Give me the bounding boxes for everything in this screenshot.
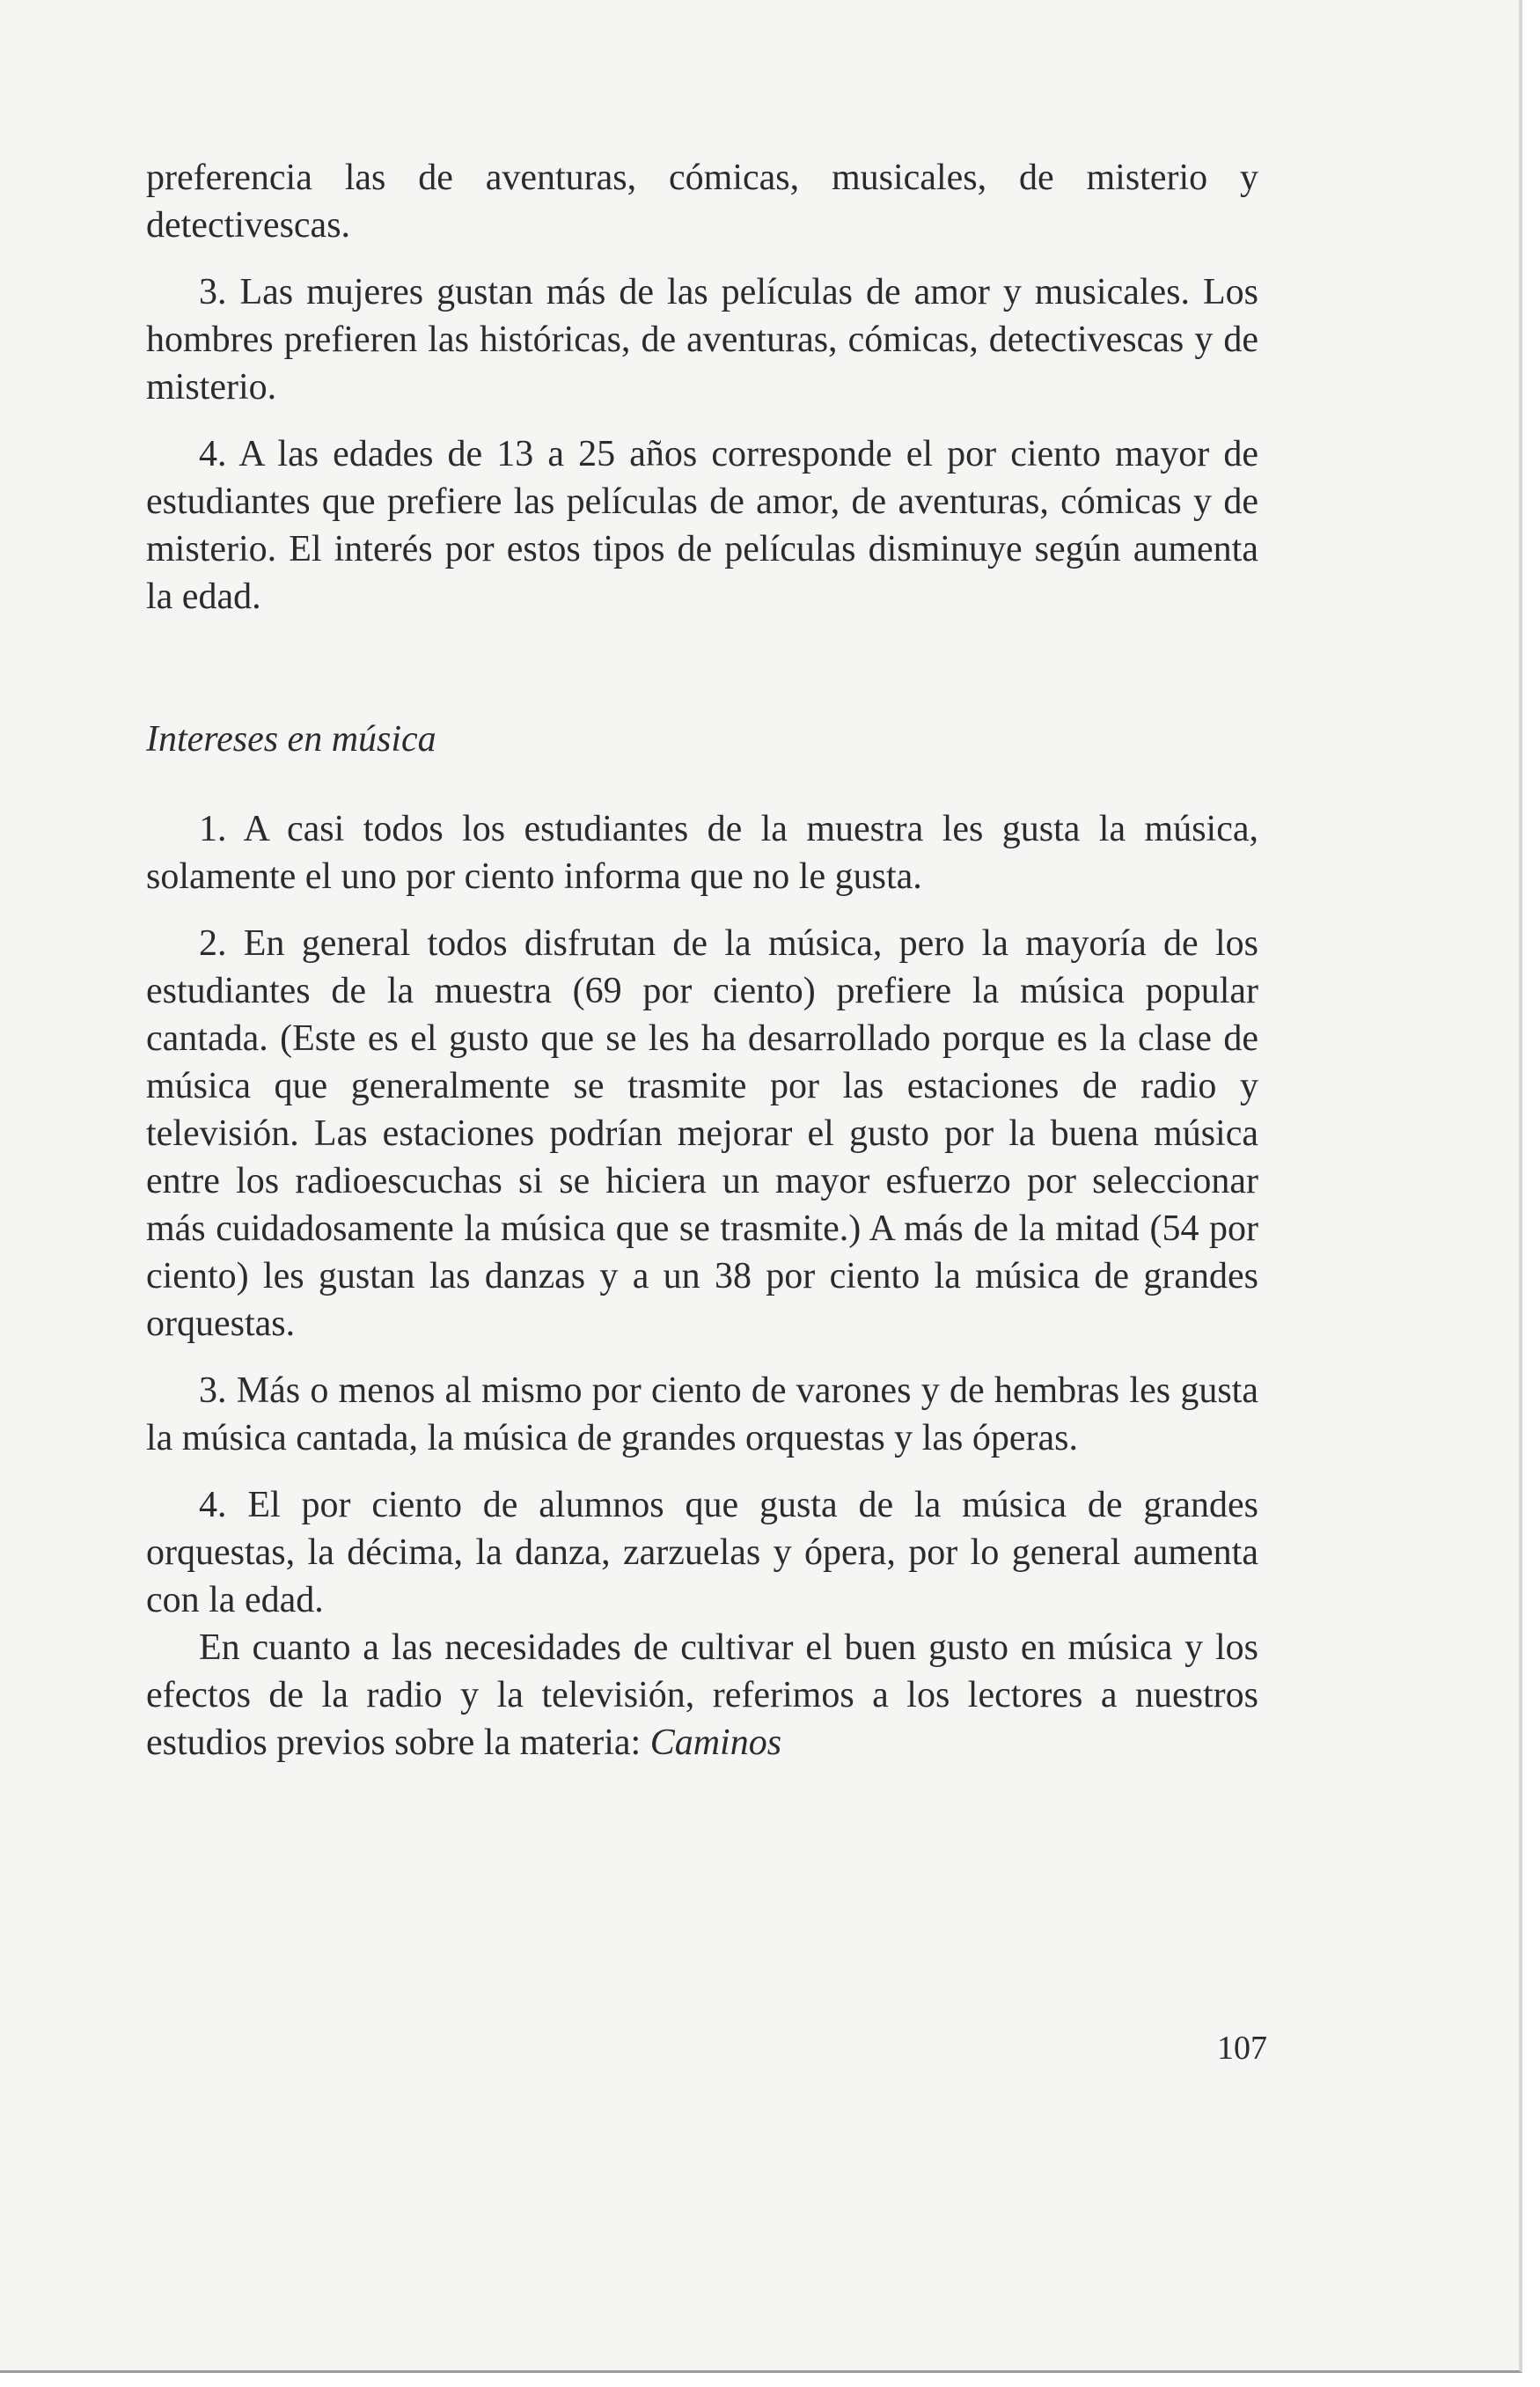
paragraph-music-item-2: 2. En general todos disfrutan de la música, pero la mayoría de los estudiantes de la muestra (69 por ciento) prefiere la música popular cantada. (Este es el gusto que se les ha desarrollado porque es la clase de música que generalmente se trasmite por las estaciones de radio y televisión. Las estaciones podrían mejorar el gusto por la buena música entre los radioescuchas si se hiciera un mayor esfuerzo por seleccionar más cuidadosamente la música que se trasmite.) A más de la mitad (54 por ciento) les gustan las danzas y a un 38 por ciento la música de grandes orquestas.: [146, 923, 1258, 1344]
paragraph-closing: [146, 1624, 1258, 1766]
paragraph-closing-text: En cuanto a las necesidades de cultivar el buen gusto en música y los efectos de la radio y la televisión, referimos a los lectores a nuestros estudios previos sobre la materia:: [146, 1627, 1258, 1763]
paragraph-film-item-3: 3. Las mujeres gustan más de las películas de amor y musicales. Los hombres prefieren las históricas, de aventuras, cómicas, detectivescas y de misterio.: [146, 272, 1258, 408]
paragraph-film-item-4: 4. A las edades de 13 a 25 años corresponde el por ciento mayor de estudiantes que prefiere las películas de amor, de aventuras, cómicas y de misterio. El interés por estos tipos de películas disminuye según aumenta la edad.: [146, 434, 1258, 617]
body-text: [146, 154, 1258, 1766]
section-heading-music: Intereses en música: [146, 719, 436, 760]
paragraph-closing-italic: Caminos: [649, 1722, 782, 1763]
paragraph-continuation: preferencia las de aventuras, cómicas, musicales, de misterio y detectivescas.: [146, 158, 1258, 246]
paragraph-music-item-4: 4. El por ciento de alumnos que gusta de la música de grandes orquestas, la décima, la danza, zarzuelas y ópera, por lo general aumenta con la edad.: [146, 1485, 1258, 1620]
paragraph-music-item-1: 1. A casi todos los estudiantes de la muestra les gusta la música, solamente el uno por ciento informa que no le gusta.: [146, 809, 1258, 897]
paragraph-music-item-3: 3. Más o menos al mismo por ciento de varones y de hembras les gusta la música cantada, la música de grandes orquestas y las óperas.: [146, 1370, 1258, 1458]
page-number: 107: [1217, 2030, 1267, 2067]
